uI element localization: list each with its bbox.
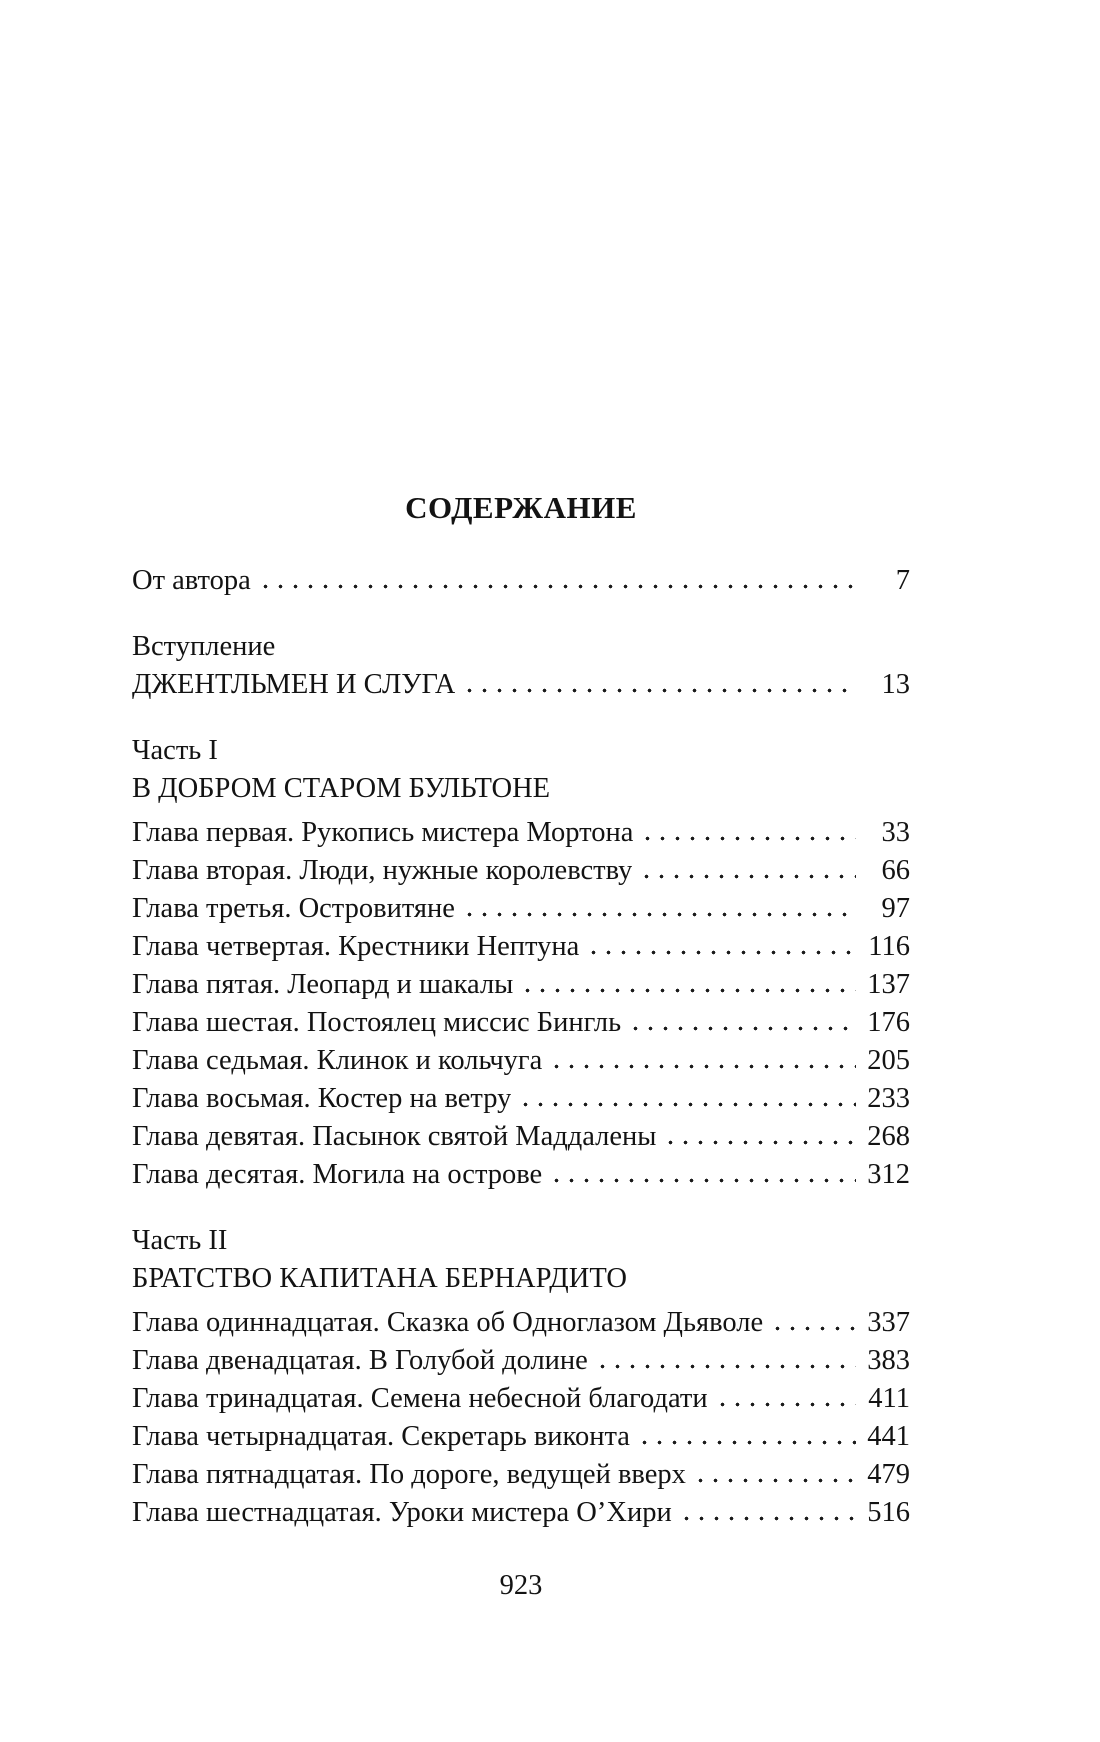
toc-entry-label: Глава четырнадцатая. Секретарь виконта: [132, 1421, 630, 1452]
toc-entry: [132, 852, 910, 890]
toc-section-part-2: [132, 1222, 910, 1532]
toc-entry-page-number: 13: [881, 669, 910, 700]
toc-entry-label: Глава двенадцатая. В Голубой долине: [132, 1345, 588, 1376]
toc-entry-page-number: 516: [867, 1497, 910, 1528]
toc-entry: [132, 1004, 910, 1042]
toc-entry-label: Глава вторая. Люди, нужные королевству: [132, 855, 633, 886]
page-title: СОДЕРЖАНИЕ: [405, 490, 637, 525]
toc-entry: [132, 966, 910, 1004]
dot-leader: [628, 1004, 856, 1042]
dot-leader: [549, 1156, 856, 1194]
dot-leader: [518, 1080, 856, 1118]
toc-entry-label: Глава девятая. Пасынок святой Маддалены: [132, 1121, 657, 1152]
toc-entry-page-number: 137: [867, 969, 910, 1000]
toc-entries: [132, 562, 910, 600]
dot-leader: [679, 1494, 856, 1532]
dot-leader: [693, 1456, 856, 1494]
toc-entry-label: Глава одиннадцатая. Сказка об Одноглазом Дьяволе: [132, 1307, 764, 1338]
toc-entry-label: От автора: [132, 565, 251, 596]
toc-entry-page-number: 337: [867, 1307, 910, 1338]
dot-leader: [595, 1342, 856, 1380]
toc-entry: [132, 1342, 910, 1380]
toc-entry-label: Глава тринадцатая. Семена небесной благодати: [132, 1383, 708, 1414]
footer-page-number: 923: [499, 1570, 543, 1601]
toc-entry-page-number: 66: [881, 855, 910, 886]
section-subheading: БРАТСТВО КАПИТАНА БЕРНАРДИТО: [132, 1263, 627, 1294]
toc-entry: [132, 1456, 910, 1494]
toc-entry-page-number: 116: [868, 931, 910, 962]
toc-entries: [132, 666, 910, 704]
toc-entries: [132, 814, 910, 1194]
toc-entry-page-number: 205: [867, 1045, 910, 1076]
toc-entries: [132, 1304, 910, 1532]
toc-entry: [132, 1156, 910, 1194]
dot-leader: [586, 928, 856, 966]
toc-entry-page-number: 33: [881, 817, 910, 848]
toc-entry-label: Глава седьмая. Клинок и кольчуга: [132, 1045, 543, 1076]
toc-section-author-note: [132, 562, 910, 600]
toc-entry: [132, 1080, 910, 1118]
toc-entry: [132, 1494, 910, 1532]
dot-leader: [258, 562, 856, 600]
toc-entry-page-number: 97: [881, 893, 910, 924]
toc-entry-label: Глава четвертая. Крестники Нептуна: [132, 931, 580, 962]
toc-entry-page-number: 411: [868, 1383, 910, 1414]
toc-entry-label: Глава шестая. Постоялец миссис Бингль: [132, 1007, 622, 1038]
toc-entry: [132, 1118, 910, 1156]
toc-entry-label: ДЖЕНТЛЬМЕН И СЛУГА: [132, 669, 456, 700]
dot-leader: [549, 1042, 856, 1080]
section-heading: Вступление: [132, 631, 276, 662]
toc-entry: [132, 928, 910, 966]
toc-entry-page-number: 268: [867, 1121, 910, 1152]
toc-entry: [132, 814, 910, 852]
section-heading: Часть II: [132, 1225, 228, 1256]
dot-leader: [520, 966, 856, 1004]
toc-content: [132, 490, 910, 1602]
section-heading: Часть I: [132, 735, 218, 766]
toc-entry-label: Глава восьмая. Костер на ветру: [132, 1083, 512, 1114]
section-subheading: В ДОБРОМ СТАРОМ БУЛЬТОНЕ: [132, 773, 551, 804]
toc-entry-page-number: 7: [895, 565, 910, 596]
toc-entry-label: Глава десятая. Могила на острове: [132, 1159, 543, 1190]
toc-entry-page-number: 176: [867, 1007, 910, 1038]
toc-entry: [132, 1042, 910, 1080]
toc-entry-page-number: 233: [867, 1083, 910, 1114]
toc-entry-page-number: 383: [867, 1345, 910, 1376]
toc-section-introduction: [132, 628, 910, 704]
toc-entry: [132, 1304, 910, 1342]
toc-entry-page-number: 479: [867, 1459, 910, 1490]
toc-entry-label: Глава третья. Островитяне: [132, 893, 455, 924]
toc-entry: [132, 1418, 910, 1456]
toc-entry-page-number: 312: [867, 1159, 910, 1190]
dot-leader: [770, 1304, 856, 1342]
dot-leader: [639, 852, 856, 890]
dot-leader: [640, 814, 856, 852]
toc-entry-page-number: 441: [867, 1421, 910, 1452]
toc-entry: [132, 562, 910, 600]
dot-leader: [715, 1380, 856, 1418]
toc-entry: [132, 666, 910, 704]
toc-section-part-1: [132, 732, 910, 1194]
dot-leader: [663, 1118, 856, 1156]
toc-entry-label: Глава шестнадцатая. Уроки мистера О’Хири: [132, 1497, 672, 1528]
toc-entry-label: Глава пятая. Леопард и шакалы: [132, 969, 514, 1000]
dot-leader: [462, 666, 856, 704]
toc-entry: [132, 890, 910, 928]
dot-leader: [462, 890, 856, 928]
toc-entry: [132, 1380, 910, 1418]
toc-entry-label: Глава пятнадцатая. По дороге, ведущей вверх: [132, 1459, 686, 1490]
toc-entry-label: Глава первая. Рукопись мистера Мортона: [132, 817, 634, 848]
dot-leader: [637, 1418, 856, 1456]
